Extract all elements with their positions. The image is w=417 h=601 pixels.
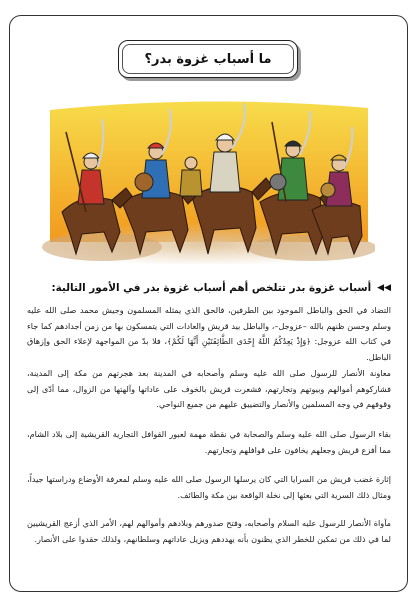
title-inner-frame: [122, 44, 294, 74]
paragraph-5: مآواة الأنصار للرسول عليه السلام وأصحابه، وفتح صدورهم وبلادهم وأموالهم لهم، الأمر الذي أزعج القريشيين لما في ذلك من تمكين للخطر الذي يظنون بأنه يهددهم ويزيل عاداتهم وسلطانهم، ولذلك حقدوا على الأنصار.: [27, 518, 391, 544]
paragraph-2: معاونة الأنصار للرسول صلى الله عليه وسلم وأصحابه في المدينة بعد هجرتهم من مكة إلى المدينة، فشاركوهم أموالهم وبيوتهم وتجارتهم، فشعرت قريش بالخوف على عاداتها وآلهتها من الزوال، مما أدّى إلى وقوفهم في وجه المسلمين والأنصار والتضييق عليهم من جميع النواحي.: [27, 368, 391, 410]
page-title: ما أسباب غزوة بدر؟: [144, 51, 272, 67]
paragraph-3: بقاء الرسول صلى الله عليه وسلم والصحابة في نقطة مهمة لعبور القوافل التجارية القريشية إلى بلاد الشام، مما أفزع قريش وجعلهم يخافون على قوافلهم وتجارتهم.: [27, 429, 391, 455]
paragraph-4: إثارة غضب قريش من السرايا التي كان يرسلها الرسول صلى الله عليه وسلم لمعرفة الأوضاع ودراستها جيداً، ومثال ذلك السرية التي بعثها إلى نخلة الواقعة بين مكة والطائف.: [27, 474, 391, 500]
section-heading: [28, 279, 391, 297]
double-arrow-icon: ◀◀: [377, 283, 391, 293]
paragraph-1: التضاد في الحق والباطل الموجود بين الطرفين، فالحق الذي يمثله المسلمون وجيش محمد صلى الله عليه وسلم وحسن ظنهم بالله –عزوجل–، والباطل بيد قريش والعادات التي يتمسكون بها من زمن أجدادهم كما جاء في كتاب الله عزوجل: ﴿وَإِذْ يَعِدُكُمُ اللَّهُ إِحْدَى الطَّائِفَتَيْنِ أَنَّهَا لَكُمْ﴾، فلا بدّ من المواجهة لإعلاء الحق وإزهاق الباطل.: [27, 305, 391, 362]
section-heading-text: أسباب غزوة بدر تتلخص أهم أسباب غزوة بدر في الأمور التالية:: [51, 282, 372, 294]
cavalry-battle-illustration: [42, 92, 375, 264]
title-box: [118, 40, 298, 78]
